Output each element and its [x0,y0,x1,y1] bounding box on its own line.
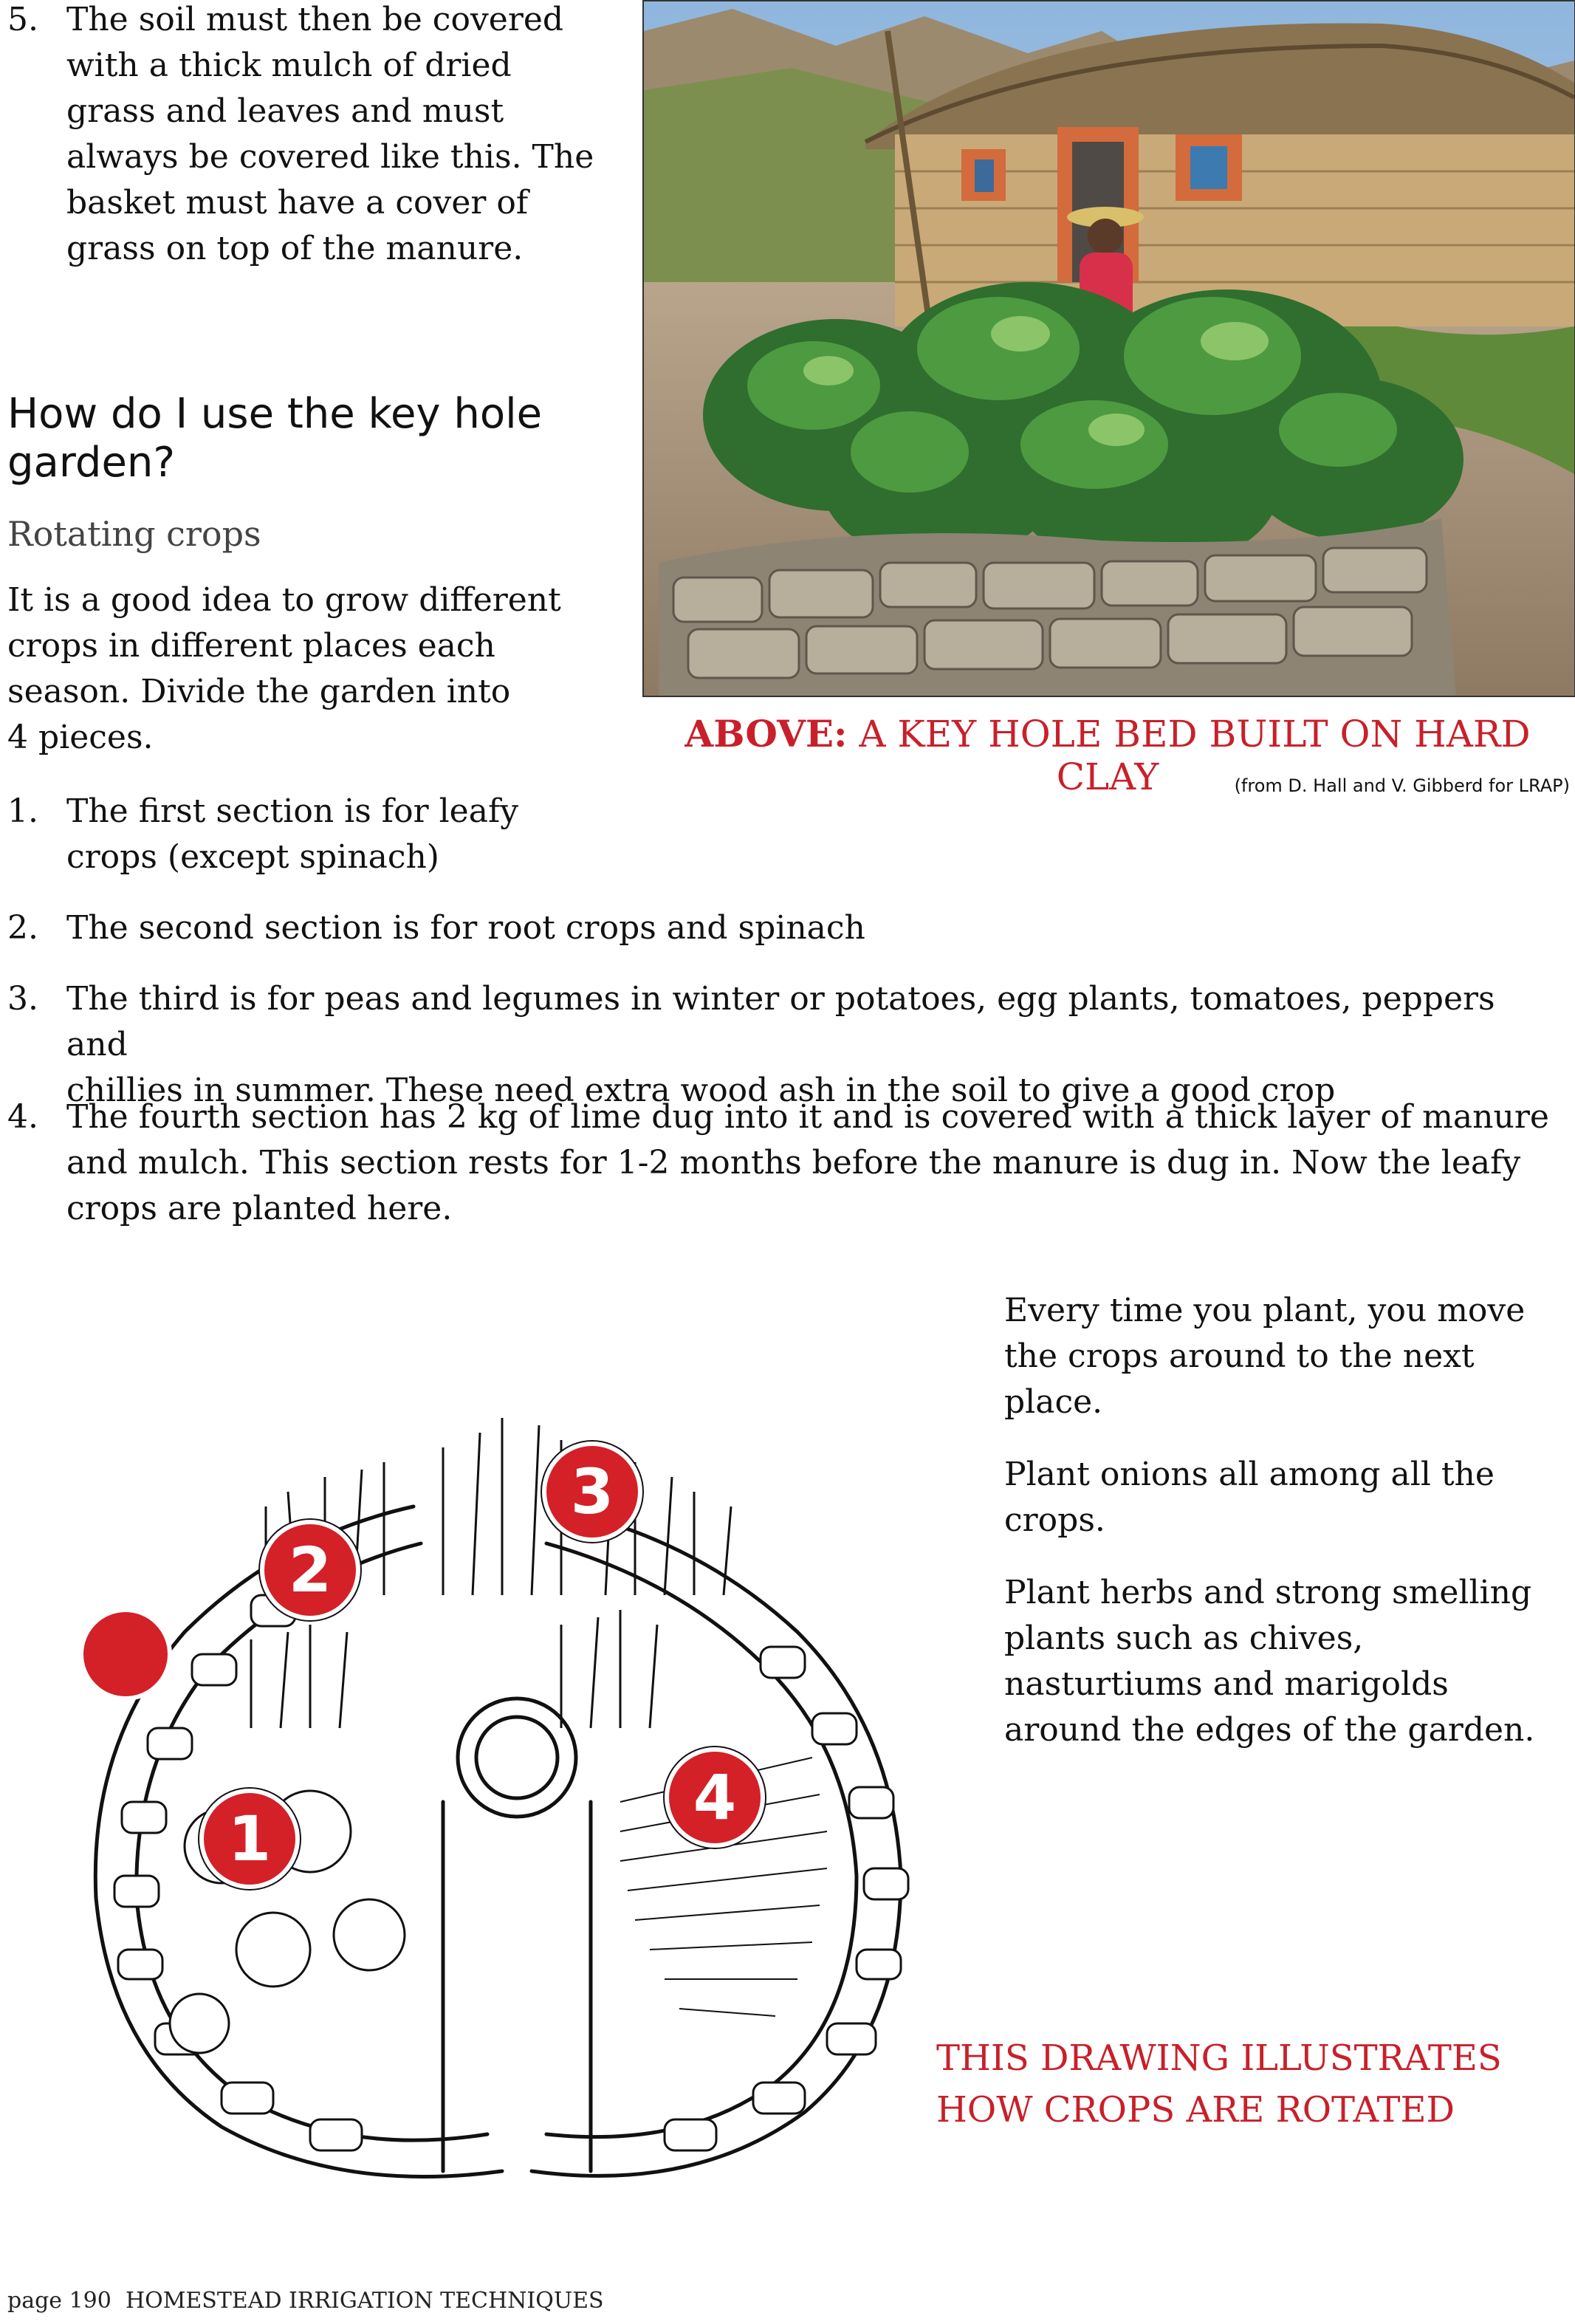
text-line: crops in different places each [7,627,495,665]
step-3 [7,976,1558,1109]
step-text [66,1094,1549,1232]
text-line: season. Divide the garden into [7,673,511,710]
section-heading [7,390,628,487]
section-badge-number: 3 [570,1456,614,1528]
text-line: nasturtiums and marigolds [1004,1665,1449,1703]
section-subheading: Rotating crops [7,514,261,554]
text-line: grass on top of the manure. [66,230,524,267]
photo-caption-rest: A KEY HOLE BED BUILT ON HARD CLAY [847,713,1531,798]
text-line: The first section is for leafy [66,792,519,830]
drawing-illustration [30,1285,982,2208]
step-4 [7,1094,1558,1235]
section-badge-1 [199,1789,300,1889]
keyhole-bed-photo [642,0,1575,697]
drawing-caption [936,2032,1557,2136]
step-1 [7,789,628,885]
text-line: It is a good idea to grow different [7,581,561,619]
step-text [66,789,518,880]
page-footer [7,2288,604,2314]
caption-line: THIS DRAWING ILLUSTRATES [936,2037,1502,2079]
section-badge-number: 1 [227,1803,272,1875]
step-number: 1. [7,792,38,830]
step-text [66,0,594,272]
text-line: The third is for peas and legumes in winter or potatoes, egg plants, tomatoes, peppers and [66,980,1495,1063]
text-line: The soil must then be covered [66,1,564,38]
side-paragraph-3 [1004,1570,1565,1753]
section-badge-number: 4 [693,1761,737,1834]
text-line: Plant onions all among all the [1004,1456,1495,1493]
side-paragraph-1 [1004,1288,1565,1425]
step-text [66,976,1558,1114]
caption-line: HOW CROPS ARE ROTATED [936,2089,1455,2131]
book-title: HOMESTEAD IRRIGATION TECHNIQUES [125,2288,604,2314]
step-number: 5. [7,1,38,38]
text-line: crops (except spinach) [66,838,439,876]
section-badge-number: 2 [288,1534,332,1606]
photo-credit: (from D. Hall and V. Gibberd for LRAP) [1234,775,1570,796]
step-number: 2. [7,909,38,947]
text-line: always be covered like this. The [66,138,594,176]
text-line: around the edges of the garden. [1004,1711,1535,1749]
text-line: The second section is for root crops and spinach [66,909,865,947]
step-2 [7,905,1558,957]
section-badge-3 [542,1442,642,1542]
text-line: place. [1004,1383,1103,1421]
text-line: the crops around to the next [1004,1337,1475,1375]
text-line: The fourth section has 2 kg of lime dug into it and is covered with a thick layer of manure [66,1098,1549,1136]
step-number: 4. [7,1098,38,1136]
text-line: crops. [1004,1501,1105,1539]
text-line: Plant herbs and strong smelling [1004,1574,1532,1611]
section-badge-4 [665,1747,765,1848]
section-intro [7,577,628,761]
section-badge-2 [260,1520,360,1620]
text-line: with a thick mulch of dried [66,47,512,84]
section-badge-1 [81,1610,170,1699]
heading-line: How do I use the key hole [7,390,543,438]
text-line: 4 pieces. [7,719,154,756]
step-text [66,905,865,951]
heading-line: garden? [7,439,176,487]
photo-caption-bold: ABOVE: [684,712,848,755]
page-number: page 190 [7,2288,111,2314]
side-paragraph-2 [1004,1452,1565,1543]
text-line: basket must have a cover of [66,184,529,222]
text-line: and mulch. This section rests for 1-2 months before the manure is dug in. Now the leafy [66,1144,1521,1182]
text-line: Every time you plant, you move [1004,1292,1526,1329]
keyhole-garden-drawing [30,1285,982,2208]
text-line: plants such as chives, [1004,1619,1364,1657]
step-number: 3. [7,980,38,1018]
text-line: crops are planted here. [66,1190,453,1227]
photo-illustration [644,1,1574,696]
text-line: grass and leaves and must [66,92,504,130]
step-5 [7,0,628,278]
text-line: chillies in summer. These need extra wood ash in the soil to give a good crop [66,1072,1336,1109]
